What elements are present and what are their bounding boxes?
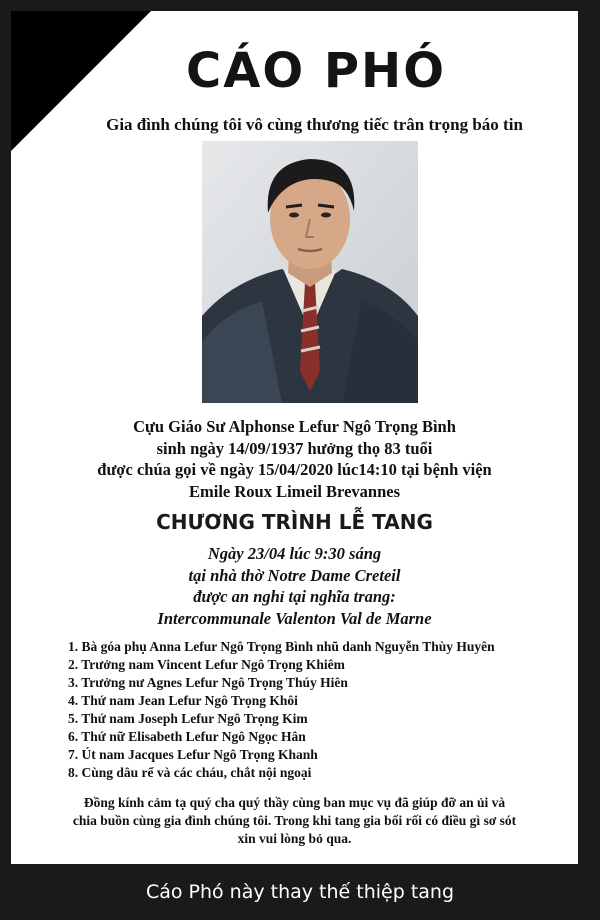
deceased-name: Cựu Giáo Sư Alphonse Lefur Ngô Trọng Bình [133,417,456,436]
family-item: 2. Trưởng nam Vincent Lefur Ngô Trọng Khiêm [68,657,345,672]
deceased-hospital: Emile Roux Limeil Brevannes [189,481,400,501]
deceased-info [11,416,578,502]
ceremony-church: tại nhà thờ Notre Dame Creteil [188,565,401,585]
family-item: 3. Trưởng nư Agnes Lefur Ngô Trọng Thúy Hiên [68,675,348,690]
title-banner [163,41,469,101]
family-list [68,638,568,782]
family-item: 5. Thứ nam Joseph Lefur Ngô Trọng Kim [68,711,308,726]
ceremony-burial: được an nghỉ tại nghĩa trang: [193,587,396,606]
thanks-message [31,794,558,848]
deceased-birth: sinh ngày 14/09/1937 hưởng thọ 83 tuổi [156,438,433,458]
intro-text: Gia đình chúng tôi vô cùng thương tiếc trân trọng báo tin [106,115,523,134]
family-item: 1. Bà góa phụ Anna Lefur Ngô Trọng Bình nhũ danh Nguyễn Thùy Huyên [68,639,495,654]
deceased-death: được chúa gọi về ngày 15/04/2020 lúc14:10 tại bệnh viện [97,460,492,479]
thanks-line: xin vui lòng bỏ qua. [237,831,352,846]
family-item: 8. Cùng dâu rể và các cháu, chắt nội ngoại [68,765,312,780]
ceremony-details [11,543,578,629]
thanks-line: Đồng kính cảm tạ quý cha quý thầy cùng ban mục vụ đã giúp đỡ an ủi và [83,795,506,810]
family-item: 4. Thứ nam Jean Lefur Ngô Trọng Khôi [68,693,298,708]
thanks-line: chia buồn cùng gia đình chúng tôi. Trong khi tang gia bối rối có điều gì sơ sót [72,813,517,828]
portrait-image [202,141,418,403]
obituary-title: CÁO PHÓ [185,43,447,99]
mourning-ribbon [11,11,151,151]
family-item: 7. Út nam Jacques Lefur Ngô Trọng Khanh [68,747,318,762]
family-item: 6. Thứ nữ Elisabeth Lefur Ngô Ngọc Hân [68,729,306,744]
portrait-photo [202,141,418,403]
obituary-card [11,11,578,864]
program-heading: CHƯƠNG TRÌNH LỄ TANG [156,510,433,534]
footer-note: Cáo Phó này thay thế thiệp tang [145,881,455,903]
ceremony-cemetery: Intercommunale Valenton Val de Marne [157,608,432,628]
ceremony-date: Ngày 23/04 lúc 9:30 sáng [207,544,382,563]
